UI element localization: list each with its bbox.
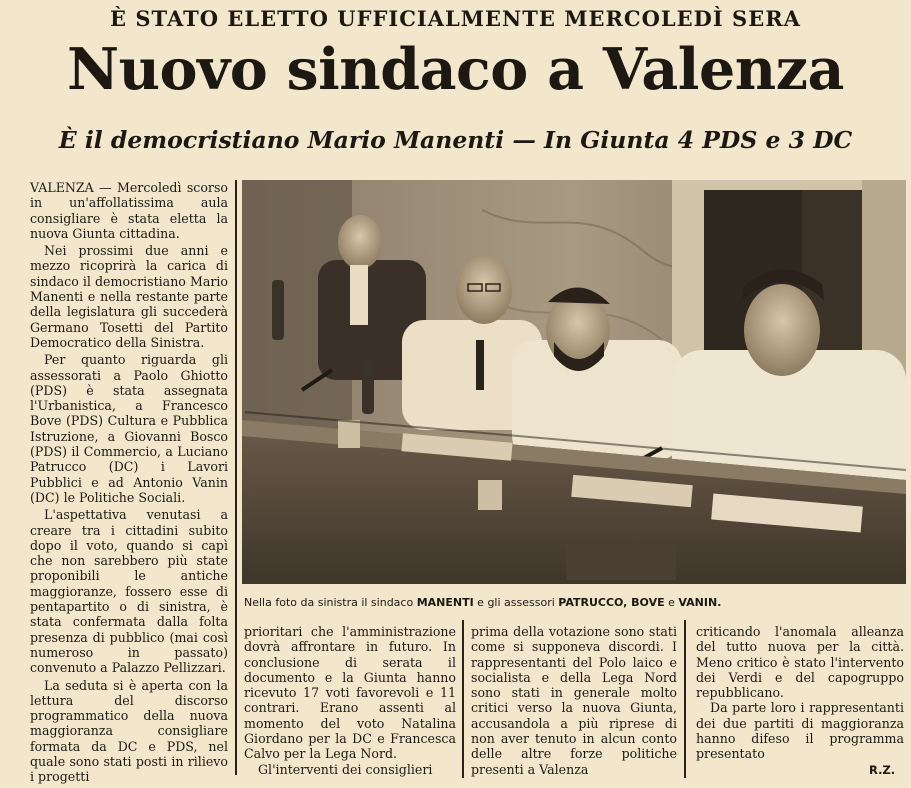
paragraph: Nei prossimi due anni e mezzo ricoprirà la carica di sindaco il democristiano Mario Manenti e nella restante parte della legislatura gli succederà Germano Tosetti del Partito Democratico della Sinistra.	[30, 243, 228, 350]
paragraph: Gl'interventi dei consiglieri	[258, 761, 433, 777]
caption-name: VANIN.	[678, 596, 722, 609]
article-headline: Nuovo sindaco a Valenza	[67, 36, 844, 103]
paragraph: prima della votazione sono stati come si supponeva discordi. I rappresentanti del Polo laico e socialista e della Lega Nord sono stati in generale molto critici verso la nuova Giunta, accusandola a più riprese di non aver tenuto in alcun conto delle altre forze politiche presenti a Valenza	[471, 624, 677, 777]
article-column-2	[244, 624, 456, 777]
paragraph: VALENZA — Mercoledì scorso in un'affollatissima aula consigliare è stata eletta la nuova Giunta cittadina.	[30, 180, 228, 241]
paragraph: prioritari che l'amministrazione dovrà affrontare in futuro. In conclusione di serata il documento e la Giunta hanno ricevuto 17 voti favorevoli e 11 contrari. Erano assenti al momento del voto Natalina Giordano per la DC e Francesca Calvo per la Lega Nord.	[244, 624, 456, 762]
column-rule	[462, 620, 464, 778]
article-kicker: È STATO ELETTO UFFICIALMENTE MERCOLEDÌ SERA	[110, 6, 801, 31]
caption-text: Nella foto da sinistra il sindaco	[244, 596, 417, 609]
caption-text: e	[664, 596, 679, 609]
paragraph: La seduta si è aperta con la lettura del discorso programmatico della nuova maggioranza consigliare formata da DC e PDS, nel quale sono stati posti in rilievo i progetti	[30, 677, 228, 785]
article-column-3	[471, 624, 677, 777]
paragraph: L'aspettativa venutasi a creare tra i cittadini subito dopo il voto, quando si capì che non sarebbero più state proponibili le antiche maggioranze, fossero esse di pentapartito o di sinistra, è stata confermata dalla folta presenza di pubblico (mai così numeroso in passato) convenuto a Palazzo Pellizzari.	[30, 507, 228, 676]
caption-name: PATRUCCO, BOVE	[558, 596, 665, 609]
author-signature: R.Z.	[869, 763, 896, 777]
photo-caption	[244, 596, 904, 609]
paragraph: criticando l'anomala alleanza del tutto nuova per la città. Meno critico è stato l'intervento dei Verdi e del capogruppo repubblicano.	[696, 624, 904, 701]
caption-text: e gli assessori	[473, 596, 559, 609]
council-photo	[242, 180, 906, 584]
paragraph: Per quanto riguarda gli assessorati a Paolo Ghiotto (PDS) è stata assegnata l'Urbanistica, a Francesco Bove (PDS) Cultura e Pubblica Istruzione, a Giovanni Bosco (PDS) il Commercio, a Luciano Patrucco (DC) i Lavori Pubblici e ad Antonio Vanin (DC) le Politiche Sociali.	[30, 352, 228, 505]
column-rule	[684, 620, 686, 778]
article-subheadline: È il democristiano Mario Manenti — In Giunta 4 PDS e 3 DC	[58, 126, 853, 154]
article-column-4	[696, 624, 904, 762]
council-meeting-image	[242, 180, 906, 584]
article-column-1	[30, 180, 228, 785]
paragraph: Da parte loro i rappresentanti dei due partiti di maggioranza hanno difeso il programma presentato	[696, 700, 904, 762]
caption-name: MANENTI	[416, 596, 474, 609]
column-rule	[235, 180, 237, 775]
